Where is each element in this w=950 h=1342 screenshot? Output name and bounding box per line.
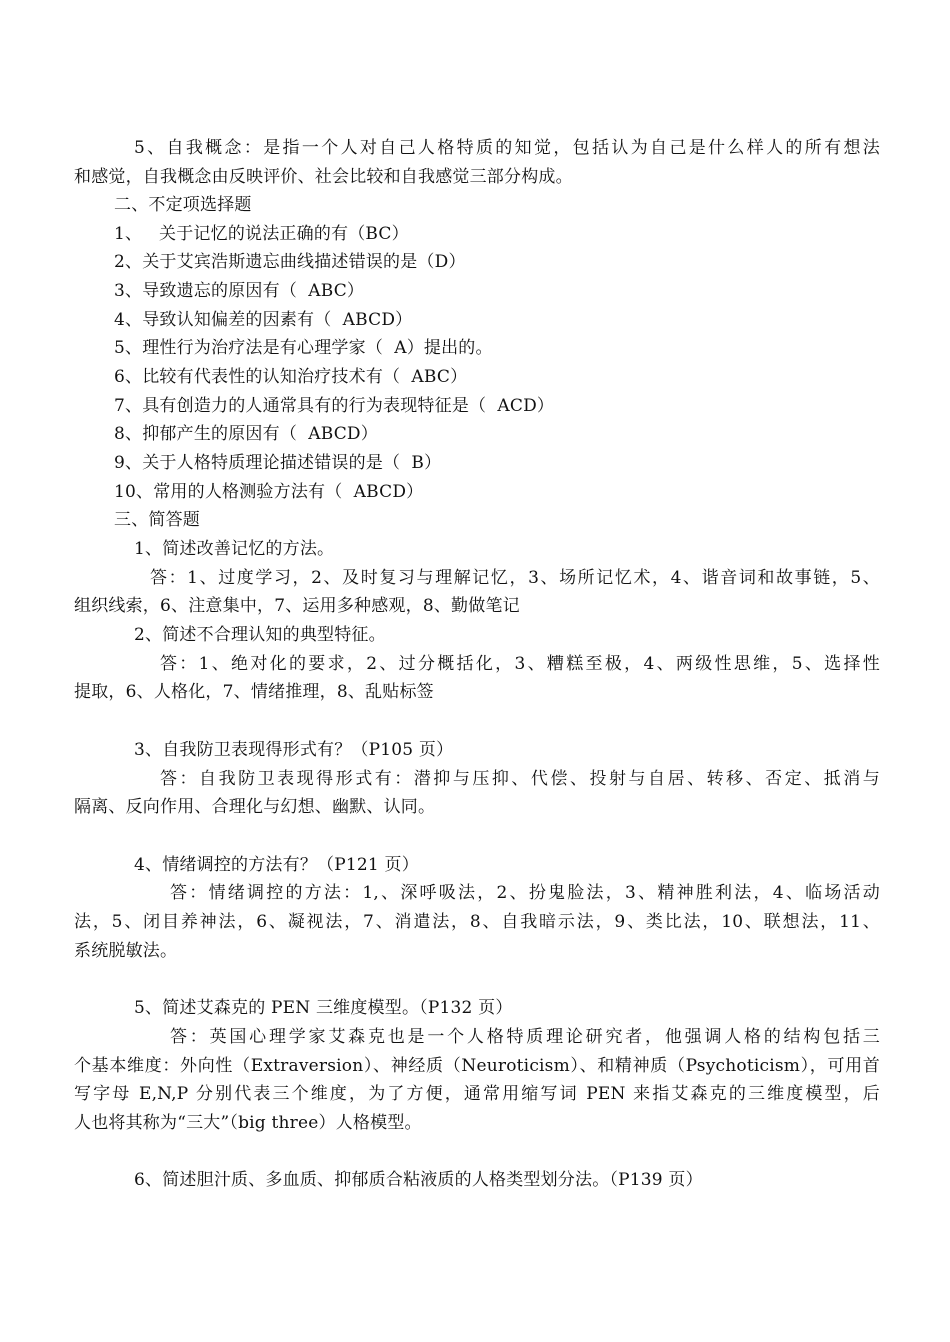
answer-5-line2: 个基本维度：外向性（Extraversion）、神经质（Neuroticism）、和精神质（Psychoticism），可用首: [74, 1056, 880, 1076]
choice-item-9: 9、关于人格特质理论描述错误的是（ B）: [114, 453, 442, 473]
answer-3-line2: 隔离、反向作用、合理化与幻想、幽默、认同。: [74, 797, 436, 817]
answer-2-line2: 提取，6、人格化，7、情绪推理，8、乱贴标签: [74, 682, 434, 702]
definition-self-concept-line2: 和感觉，自我概念由反映评价、社会比较和自我感觉三部分构成。: [74, 167, 573, 187]
choice-item-3: 3、导致遗忘的原因有（ ABC）: [114, 281, 365, 301]
question-5: 5、简述艾森克的 PEN 三维度模型。（P132 页）: [134, 998, 513, 1018]
answer-4-line3: 系统脱敏法。: [74, 941, 178, 961]
choice-item-2: 2、关于艾宾浩斯遗忘曲线描述错误的是（D）: [114, 252, 466, 272]
section-heading-short-answer: 三、简答题: [114, 510, 200, 530]
question-1: 1、简述改善记忆的方法。: [134, 539, 335, 559]
answer-5-line3: 写字母 E,N,P 分别代表三个维度，为了方便，通常用缩写词 PEN 来指艾森克的三维度模型，后: [74, 1084, 880, 1104]
answer-3-line1: 答：自我防卫表现得形式有：潜抑与压抑、代偿、投射与自居、转移、否定、抵消与: [160, 769, 880, 789]
definition-self-concept-line1: 5、自我概念：是指一个人对自己人格特质的知觉，包括认为自己是什么样人的所有想法: [134, 138, 880, 158]
question-3: 3、自我防卫表现得形式有？（P105 页）: [134, 740, 454, 760]
answer-5-line1: 答：英国心理学家艾森克也是一个人格特质理论研究者，他强调人格的结构包括三: [170, 1027, 880, 1047]
answer-5-line4: 人也将其称为“三大”（big three）人格模型。: [74, 1113, 422, 1133]
answer-4-line2: 法，5、闭目养神法，6、凝视法，7、消遣法，8、自我暗示法，9、类比法，10、联想法，11、: [74, 912, 880, 932]
choice-item-7: 7、具有创造力的人通常具有的行为表现特征是（ ACD）: [114, 396, 555, 416]
question-4: 4、情绪调控的方法有？（P121 页）: [134, 855, 419, 875]
answer-2-line1: 答：1、绝对化的要求，2、过分概括化，3、糟糕至极，4、两级性思维，5、选择性: [160, 654, 880, 674]
choice-item-8: 8、抑郁产生的原因有（ ABCD）: [114, 424, 378, 444]
answer-4-line1: 答：情绪调控的方法：1,、深呼吸法，2、扮鬼脸法，3、精神胜利法，4、临场活动: [170, 883, 880, 903]
choice-item-1: 1、 关于记忆的说法正确的有（BC）: [114, 224, 409, 244]
choice-item-6: 6、比较有代表性的认知治疗技术有（ ABC）: [114, 367, 468, 387]
question-6: 6、简述胆汁质、多血质、抑郁质合粘液质的人格类型划分法。（P139 页）: [134, 1170, 703, 1190]
choice-item-4: 4、导致认知偏差的因素有（ ABCD）: [114, 310, 413, 330]
choice-item-5: 5、理性行为治疗法是有心理学家（ A）提出的。: [114, 338, 493, 358]
choice-item-10: 10、常用的人格测验方法有（ ABCD）: [114, 482, 424, 502]
section-heading-multiple-choice: 二、不定项选择题: [114, 195, 252, 215]
question-2: 2、简述不合理认知的典型特征。: [134, 625, 386, 645]
answer-1-line2: 组织线索，6、注意集中，7、运用多种感观，8、勤做笔记: [74, 596, 520, 616]
answer-1-line1: 答：1、过度学习，2、及时复习与理解记忆，3、场所记忆术，4、谐音词和故事链，5、: [150, 568, 880, 588]
